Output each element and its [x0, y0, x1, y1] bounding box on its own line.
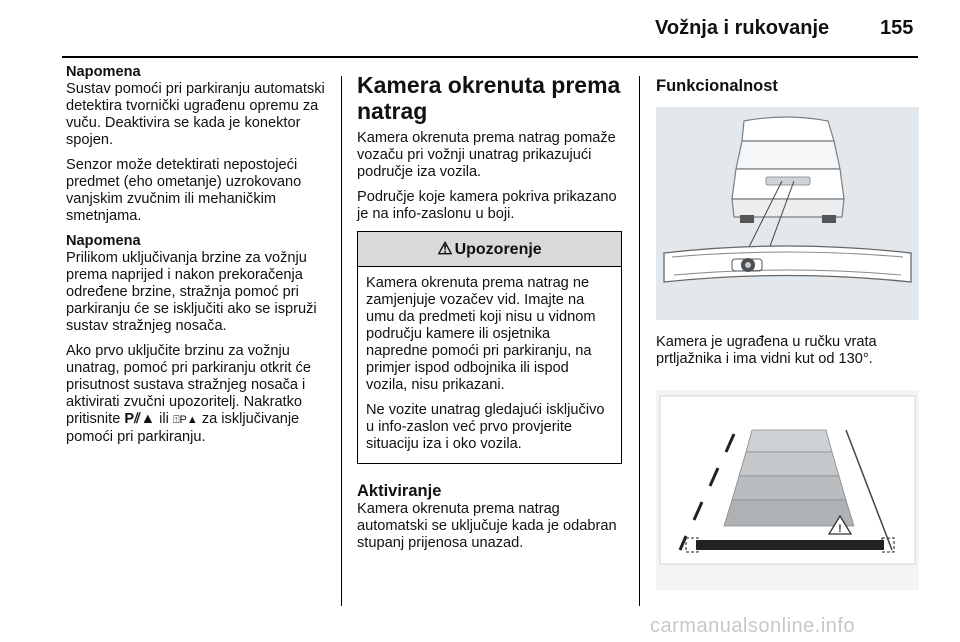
header-rule	[62, 56, 918, 58]
paragraph: Senzor može detektirati nepostojeći predmet (eho ometanje) uzrokovano vanjskim zvučnim ili mehaničkim smetnjama.	[66, 157, 302, 224]
column-middle	[357, 72, 622, 560]
note-heading: Napomena	[66, 233, 141, 249]
warning-text: Ne vozite unatrag gledajući isključivo u info-zaslon već prvo provjerite situaciju iza i oko vozila.	[366, 402, 605, 452]
paragraph-text: ili	[159, 411, 169, 427]
paragraph	[66, 343, 338, 446]
note-text: Sustav pomoći pri parkiranju automatski detektira tvornički ugrađenu opremu za vuču. Deaktivira se kada je konektor spojen.	[66, 81, 325, 148]
running-header-title: Vožnja i rukovanje	[655, 17, 830, 39]
column-divider	[341, 76, 342, 606]
warning-title: Upozorenje	[454, 241, 542, 258]
paragraph: Kamera okrenuta prema natrag pomaže vozaču pri vožnji unatrag prikazujući područje iza vozila.	[357, 130, 616, 180]
warning-text: Kamera okrenuta prema natrag ne zamjenjuje vozačev vid. Imajte na umu da predmeti koji nisu u vidnom području kamere ili osjetnika napredne pomoći pri parkiranju, na primjer ispod odbojnika ili ispod vozila, nisu prikazani.	[366, 275, 596, 393]
park-assist-alt-symbol: ⍐P▲	[172, 414, 198, 426]
column-divider	[639, 76, 640, 606]
warning-triangle-icon: ⚠	[437, 239, 453, 258]
warning-body	[358, 267, 621, 463]
watermark: carmanualsonline.info	[650, 615, 856, 637]
note-block	[66, 233, 338, 335]
figure-caption: Kamera je ugrađena u ručku vrata prtljažnika i ima vidni kut od 130°.	[656, 334, 877, 367]
paragraph-text: Ako prvo uključite brzinu za vožnju unatrag, pomoć pri parkiranju otkrit će prisutnost sustava stražnjeg nosača i aktivirati zvučni upozoritelj. Nakratko pritisnite	[66, 343, 311, 427]
note-heading: Napomena	[66, 64, 141, 80]
subsection-title: Aktiviranje	[357, 482, 442, 500]
note-text: Prilikom uključivanja brzine za vožnju prema naprijed i nakon prekoračenja određene brzine, stražnja pomoć pri parkiranju će se isključiti ako se ispruži sustav stražnjeg nosača.	[66, 250, 317, 334]
camera-display-svg	[656, 390, 919, 590]
warning-box	[357, 231, 622, 464]
car-rear-camera-svg	[656, 107, 919, 320]
park-assist-button-symbol: P⫽▲	[124, 411, 156, 427]
paragraph: Kamera okrenuta prema natrag automatski se uključuje kada je odabran stupanj prijenosa unazad.	[357, 501, 617, 551]
rear-camera-location-illustration	[656, 107, 919, 320]
warning-header	[358, 232, 621, 267]
note-block	[66, 64, 338, 149]
svg-text:!: !	[838, 523, 842, 535]
column-left	[66, 64, 338, 454]
paragraph: Područje koje kamera pokriva prikazano je na info-zaslonu u boji.	[357, 189, 617, 222]
paragraph-text: za isključivanje pomoći pri parkiranju.	[66, 411, 300, 445]
page-number: 155	[880, 17, 914, 39]
subsection-title: Funkcionalnost	[656, 77, 778, 95]
section-title: Kamera okrenuta prema natrag	[357, 72, 621, 124]
column-right	[656, 72, 924, 590]
rear-camera-display-illustration	[656, 390, 919, 590]
